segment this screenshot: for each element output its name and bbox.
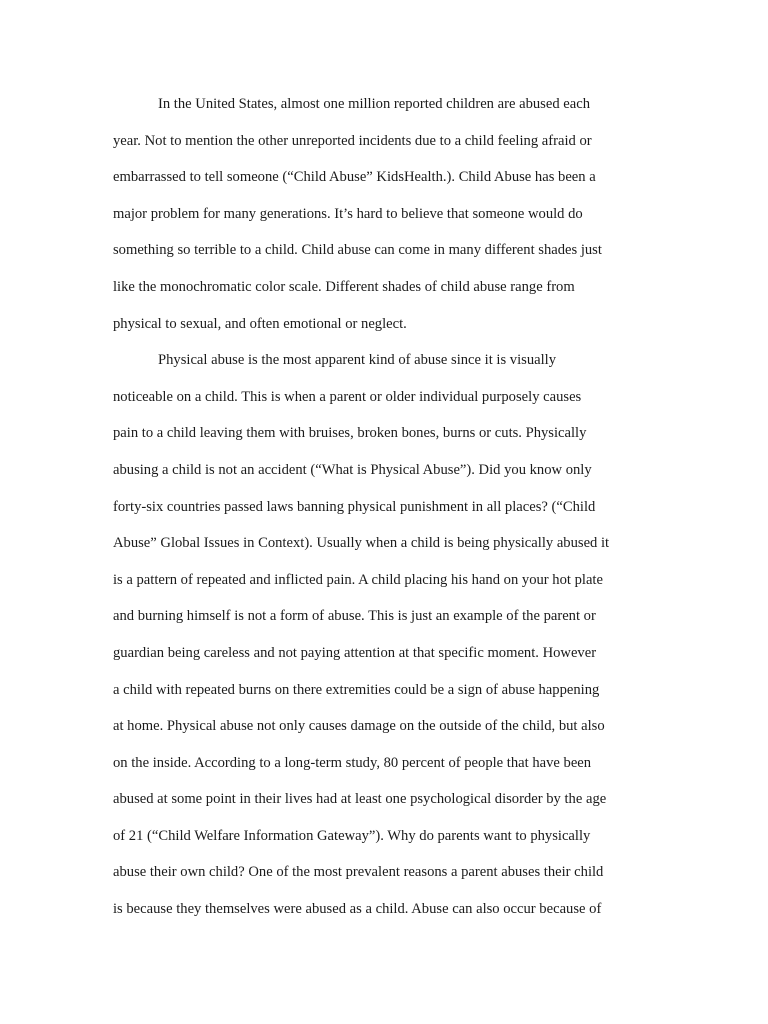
paragraph bbox=[113, 342, 659, 928]
text-line: year. Not to mention the other unreported incidents due to a child feeling afraid or bbox=[113, 132, 592, 149]
text-line: is a pattern of repeated and inflicted pain. A child placing his hand on your hot plate bbox=[113, 571, 603, 588]
text-line: and burning himself is not a form of abuse. This is just an example of the parent or bbox=[113, 608, 596, 625]
paragraph bbox=[113, 86, 659, 342]
text-line: physical to sexual, and often emotional or neglect. bbox=[113, 315, 407, 332]
text-line: major problem for many generations. It’s hard to believe that someone would do bbox=[113, 205, 583, 222]
text-line: abuse their own child? One of the most prevalent reasons a parent abuses their child bbox=[113, 864, 604, 881]
text-line: abused at some point in their lives had at least one psychological disorder by the age bbox=[113, 791, 607, 808]
text-line: pain to a child leaving them with bruises, broken bones, burns or cuts. Physically bbox=[113, 425, 587, 442]
text-line: at home. Physical abuse not only causes damage on the outside of the child, but also bbox=[113, 718, 605, 735]
text-line: something so terrible to a child. Child abuse can come in many different shades just bbox=[113, 242, 602, 259]
text-line: of 21 (“Child Welfare Information Gateway”). Why do parents want to physically bbox=[113, 827, 591, 844]
text-line: noticeable on a child. This is when a parent or older individual purposely causes bbox=[113, 388, 582, 405]
text-line: embarrassed to tell someone (“Child Abuse” KidsHealth.). Child Abuse has been a bbox=[113, 169, 596, 186]
text-line: abusing a child is not an accident (“What is Physical Abuse”). Did you know only bbox=[113, 461, 592, 478]
document-body bbox=[113, 86, 659, 928]
text-line: guardian being careless and not paying attention at that specific moment. However bbox=[113, 644, 597, 661]
text-line: is because they themselves were abused as a child. Abuse can also occur because of bbox=[113, 901, 602, 918]
text-line: In the United States, almost one million reported children are abused each bbox=[158, 96, 590, 112]
text-line: on the inside. According to a long-term study, 80 percent of people that have been bbox=[113, 754, 592, 771]
text-line: a child with repeated burns on there extremities could be a sign of abuse happening bbox=[113, 681, 600, 698]
text-line: forty-six countries passed laws banning physical punishment in all places? (“Child bbox=[113, 498, 596, 515]
text-line: Physical abuse is the most apparent kind of abuse since it is visually bbox=[158, 352, 557, 369]
text-line: like the monochromatic color scale. Different shades of child abuse range from bbox=[113, 278, 575, 295]
text-line: Abuse” Global Issues in Context). Usually when a child is being physically abused it bbox=[113, 535, 610, 552]
